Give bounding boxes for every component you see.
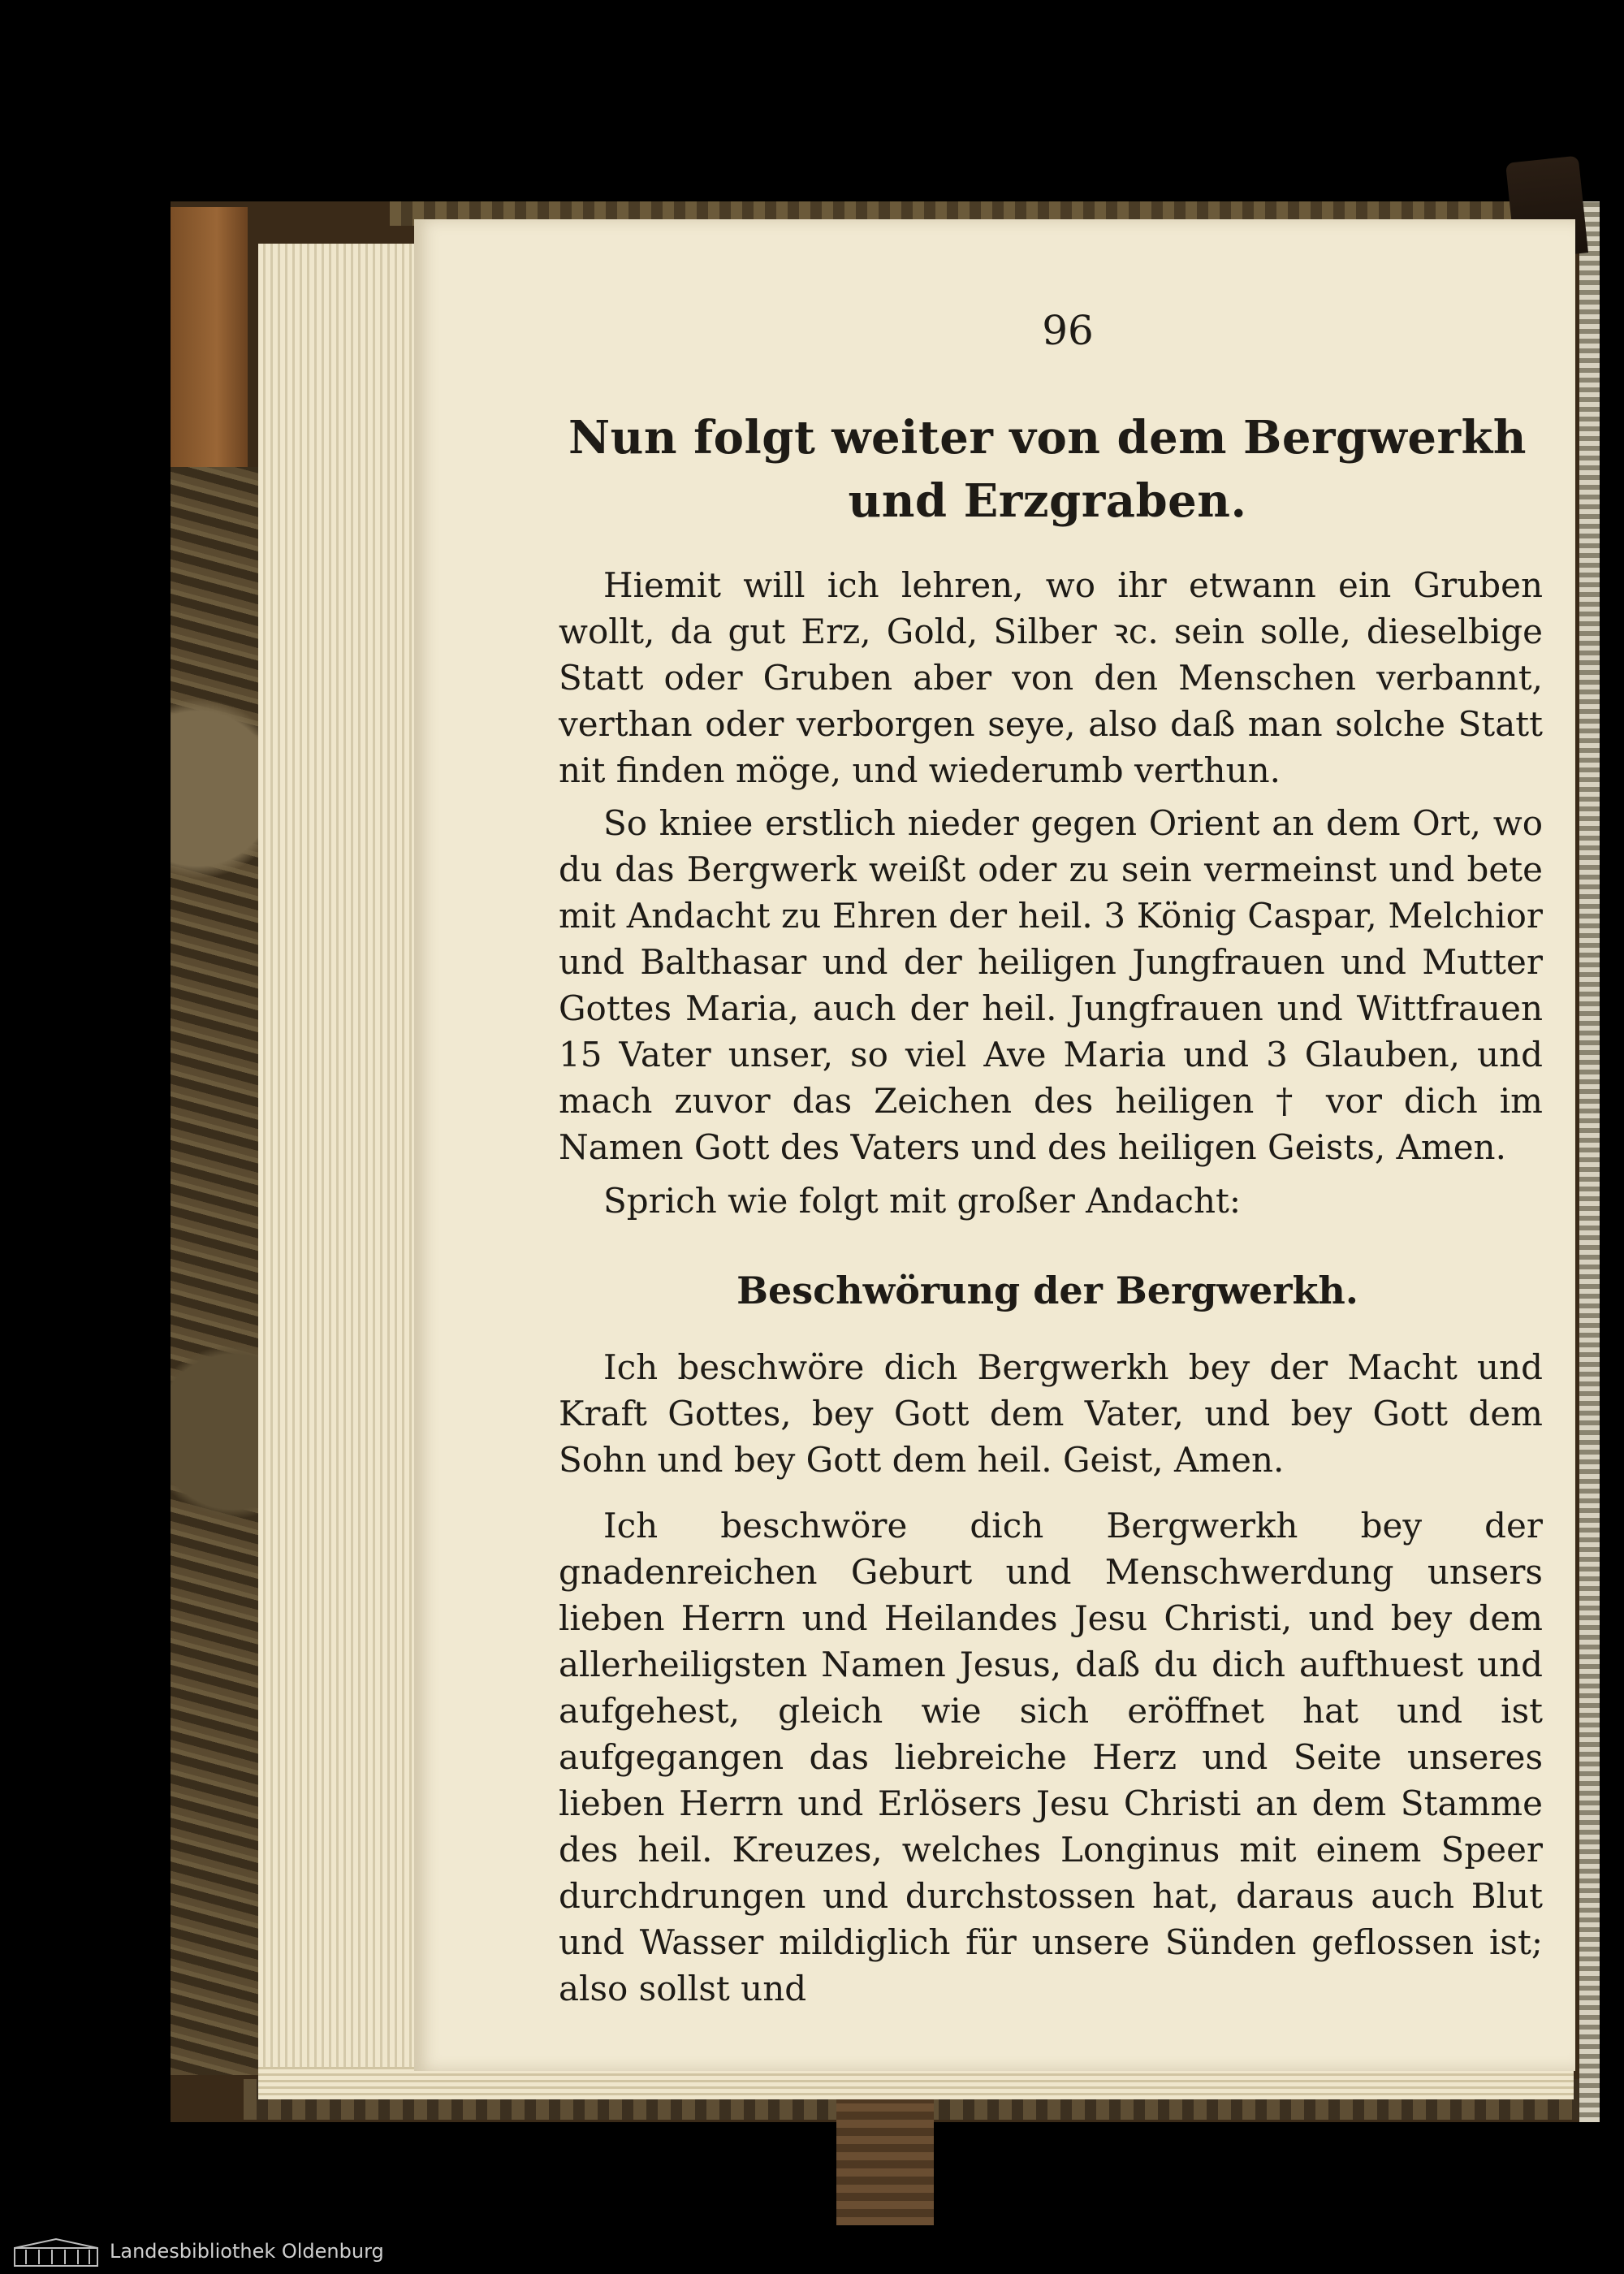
bookmark-ribbon-bottom [836, 2079, 934, 2225]
page-stack-edges-bottom [258, 2067, 1574, 2099]
section-heading: Beschwörung der Bergwerkh. [736, 1269, 1358, 1312]
page-number: 96 [1042, 307, 1094, 354]
page-stack-edges [258, 244, 421, 2099]
library-name[interactable]: Landesbibliothek Oldenburg [110, 2240, 384, 2263]
library-building-icon [11, 2237, 101, 2269]
paragraph-1: Hiemit will ich lehren, wo ihr etwann ein Gruben wollt, da gut Erz, Gold, Silber ꝛc. sein solle, dieselbige Statt oder Gruben aber von den Menschen verbannt, verthan oder verborgen seye, also daß man solche Statt nit finden möge, und wiederumb verthun. [559, 565, 1543, 790]
paragraph-4: Ich beschwöre dich Bergwerkh bey der Macht und Kraft Gottes, bey Gott dem Vater, und bey Gott dem Sohn und bey Gott dem heil. Geist, Amen. [559, 1347, 1543, 1480]
page-edges-right [1579, 201, 1600, 2122]
paragraph-2: So kniee erstlich nieder gegen Orient an dem Ort, wo du das Bergwerk weißt oder zu sein vermeinst und bete mit Andacht zu Ehren der heil. 3 König Caspar, Melchior und Balthasar und der heiligen Jungfrauen und Mutter Gottes Maria, auch der heil. Jungfrauen und Wittfrauen 15 Vater unser, so viel Ave Maria und 3 Glauben, und mach zuvor das Zeichen des heiligen † vor dich im Namen Gott des Vaters und des heiligen Geists, Amen. [559, 803, 1543, 1167]
paragraph-3: Sprich wie folgt mit großer Andacht: [603, 1181, 1242, 1221]
marbled-cover-left [171, 467, 260, 2075]
chapter-heading: Nun folgt weiter von dem Bergwerkh und Erzgraben. [568, 411, 1527, 528]
leather-strip [171, 207, 248, 467]
paragraph-5: Ich beschwöre dich Bergwerkh bey der gnadenreichen Geburt und Menschwerdung unsers lieben Herrn und Heilandes Jesu Christi, und bey dem allerheiligsten Namen Jesus, daß du dich aufthuest und aufgehest, gleich wie sich eröffnet hat und ist aufgegangen das liebreiche Herz und Seite unseres lieben Herrn und Erlösers Jesu Christi an dem Stamme des heil. Kreuzes, welches Longinus mit einem Speer durchdrungen und durchstossen hat, daraus auch Blut und Wasser mildiglich für unsere Sünden geflossen ist; also sollst und [559, 1506, 1543, 2008]
